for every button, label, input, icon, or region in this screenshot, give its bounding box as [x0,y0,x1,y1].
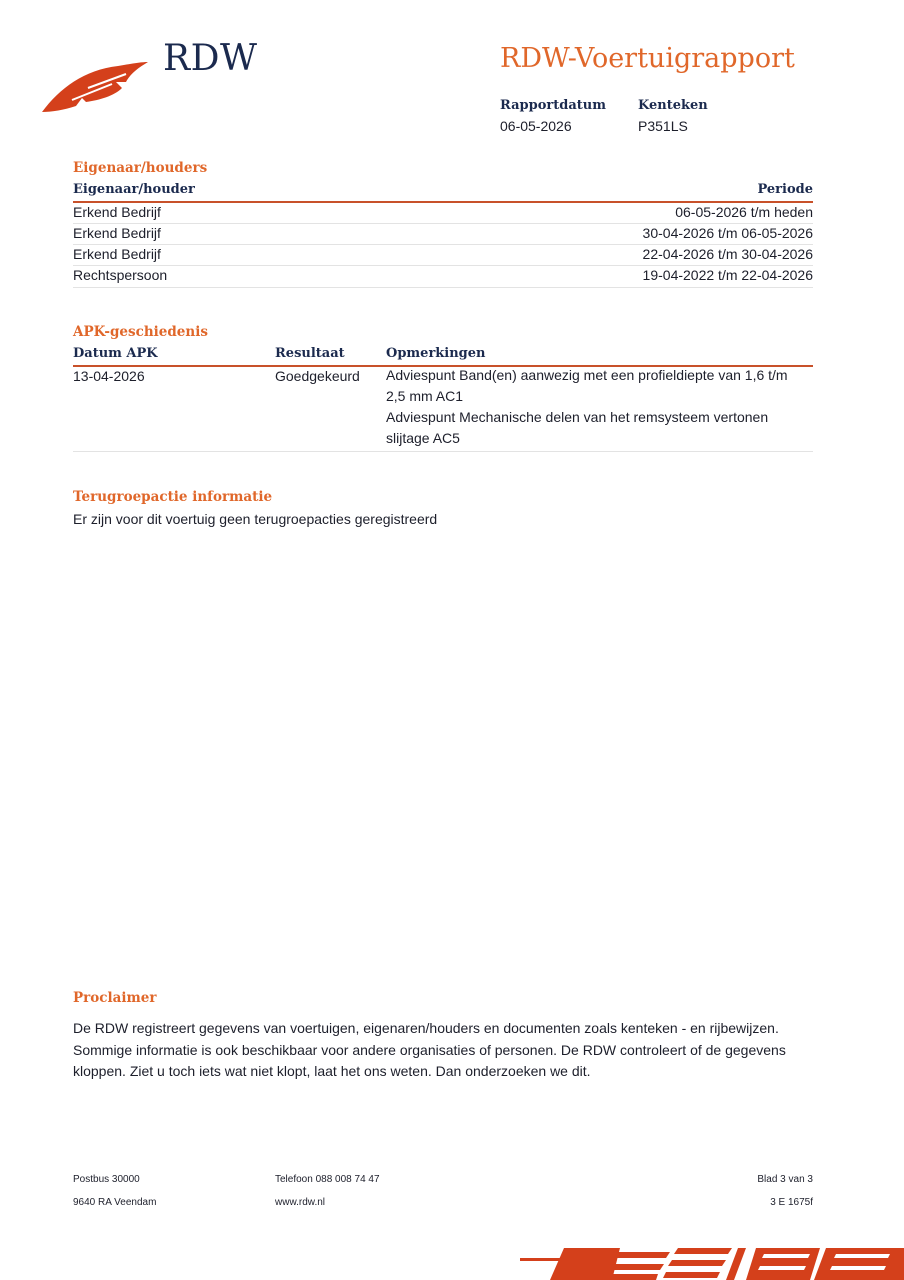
row-divider [73,223,813,224]
apk-col-date: Datum APK [73,346,158,361]
owner-cell: Erkend Bedrijf [73,246,161,262]
plate-value: P351LS [638,118,688,134]
footer-address-line1: Postbus 30000 [73,1174,140,1185]
row-divider [73,451,813,452]
footer-address-line2: 9640 RA Veendam [73,1197,157,1208]
apk-remark: Adviespunt Mechanische delen van het remsysteem vertonen slijtage AC5 [386,409,769,446]
footer-code: 3 E 1675f [770,1197,813,1208]
report-date-label: Rapportdatum [500,98,606,113]
owners-section-title: Eigenaar/houders [73,160,208,176]
row-divider [73,244,813,245]
recall-text: Er zijn voor dit voertuig geen terugroepacties geregistreerd [73,511,438,527]
apk-remark: Adviespunt Band(en) aanwezig met een profieldiepte van 1,6 t/m 2,5 mm AC1 [386,367,788,404]
period-cell: 19-04-2022 t/m 22-04-2026 [642,267,813,283]
owner-cell: Erkend Bedrijf [73,225,161,241]
period-cell: 22-04-2026 t/m 30-04-2026 [642,246,813,262]
rdw-logo-feather-icon [42,58,148,114]
footer-page-number: Blad 3 van 3 [757,1174,813,1185]
report-date-value: 06-05-2026 [500,118,572,134]
owner-cell: Rechtspersoon [73,267,168,283]
apk-col-result: Resultaat [275,346,345,361]
period-cell: 06-05-2026 t/m heden [675,204,813,220]
footer-website[interactable]: www.rdw.nl [275,1197,326,1208]
footer-phone: Telefoon 088 008 74 47 [275,1174,380,1185]
plate-label: Kenteken [638,98,708,113]
owner-cell: Erkend Bedrijf [73,204,161,220]
proclaimer-section-title: Proclaimer [73,990,157,1006]
report-title: RDW-Voertuigrapport [500,43,795,74]
decorative-stripes-icon [520,1244,904,1280]
owners-header-rule [73,201,813,203]
logo-text: RDW [163,38,258,79]
apk-col-remarks: Opmerkingen [386,346,486,361]
apk-section-title: APK-geschiedenis [73,324,208,340]
proclaimer-text: De RDW registreert gegevens van voertuigen, eigenaren/houders en documenten zoals kenteken - en rijbewijzen. Sommige informatie is ook beschikbaar voor andere organisaties of personen. De RDW controleert of de gegevens kloppen. Ziet u toch iets wat niet klopt, laat het ons weten. Dan onderzoeken we dit. [73,1020,786,1079]
row-divider [73,287,813,288]
apk-result-cell: Goedgekeurd [275,368,360,384]
owners-col-period: Periode [757,182,813,197]
recall-section-title: Terugroepactie informatie [73,489,273,505]
row-divider [73,265,813,266]
owners-col-owner: Eigenaar/houder [73,182,195,197]
apk-date-cell: 13-04-2026 [73,368,145,384]
period-cell: 30-04-2026 t/m 06-05-2026 [642,225,813,241]
